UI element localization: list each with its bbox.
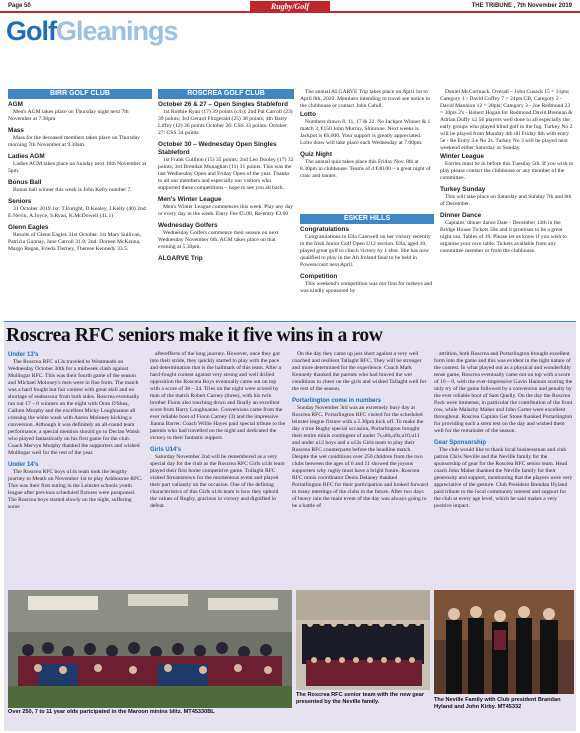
algarve-text: The annual ALGARVE Trip takes place on April 1st to April 8th, 2020. Members intending to travel see notice in the clubhouse or contact John Cahill. — [300, 89, 431, 109]
article-heading: Men's Winter League — [158, 196, 222, 203]
article-text: Men's Winter League commences this week. Play any day or every day in the week. Entry Fee €5.00, Re-entry €3.00 — [158, 204, 294, 217]
article-heading: Dinner Dance — [440, 212, 482, 219]
rugby-section-rule — [4, 321, 576, 322]
neville-family-photo-image — [434, 590, 574, 694]
senior-team-photo — [296, 590, 430, 690]
golf-column-3 — [300, 89, 434, 217]
neville-family-photo — [434, 590, 574, 694]
article-heading: October 26 & 27 – Open Singles Stableford — [158, 101, 288, 108]
article-text: attrition, both Roscrea and Portarlington brought excellent form into the game and this was evident in the tight nature of the contest. In what played out as a physical and wonderfully tense game, Roscrea eventually came out on top with a score of 10 – 0, with the ever-impressive Gavin Hannon scoring the only try of the game followed by a conversion and penalty by the ever reliable boot of Sam Quelly. On the day the Roscrea Pack were immense, in particular the contribution of the front row, while Malachy Maher and John Carter were excellent throughout. Roscrea Captain Ger Stone thanked Portarlington for providing such a stern test on the day and wished them well for the remainder of the season. — [434, 351, 573, 434]
article-text: The annual quiz takes place this Friday Nov. 8th at 8.30pm in clubhouse. Teams of 4 €40.00 – a great night of craic and banter. — [300, 159, 431, 179]
senior-team-caption: The Roscrea RFC senior team with the new gear presented by the Neville family. — [296, 692, 425, 705]
birr-column — [8, 101, 152, 317]
esker-hills-box: ESKER HILLS — [300, 214, 434, 224]
article-heading: ALGARVE Trip — [158, 255, 203, 262]
article-heading: Turkey Sunday — [440, 186, 486, 193]
article-text: The Roscrea RFC u13s traveled to Westmeath on Wednesday October 30th for a midweek clash against Mullingar RFC. This was their fourth game of the season and Michael Moloney's men were in fine form. The match was a hard fought but fair contest with great skill and no shortage of endeavour from both sides. Roscrea eventually ran out 17 – 0 winners on the night with Oran O'Shea, Callum Murphy and the excellent Micky Loughnanne all crossing the white wash with Aaron Moloney kicking a conversion. Although it was definitely an all-round team performance, a special mention should go to Declan Walsh who played fantastically on his first game for the club. Coach Mervyn Murphy thanked the supporters and wished Mullingar well for the rest of the year. — [8, 359, 140, 456]
golf-column-3-list — [300, 111, 434, 180]
article-text: Ladies AGM takes place on Sunday next 10th November at 5pm. — [8, 161, 147, 174]
article-heading: Seniors — [8, 198, 32, 205]
article-heading: Competition — [300, 273, 338, 280]
article-heading: Wednesday Golfers — [158, 222, 218, 229]
article-text: 31 October 2019 1st: T.Enright, D.Kealey, J.Kelly (40) 2nd: E.Nevin, A.Joyce, S.Ryan, K.McDowell (41.1) — [8, 206, 148, 219]
article-heading: Portarlington come in numbers — [292, 398, 382, 404]
article-heading: Congratulations — [300, 226, 349, 233]
rfc-column-2 — [150, 351, 286, 587]
article-text: 1st Frank Culliton (15) 35 points; 2nd Leo Dooley (17) 32 points; 3rd Brendan Monaghan (11) 31 points. This was the last Wednesday Open and Friday Open of the year. Thanks to all our members and especially our visitors who supported these competitions – hope to see you all back. — [158, 157, 294, 191]
rfc-column-3 — [292, 351, 428, 591]
birr-golf-club-box: BIRR GOLF CLUB — [8, 89, 152, 99]
article-text: Saturday November 2nd will be remembered as a very special day for the club as the Roscrea RFC Girls u14s team played their first home competitive game. Tullaght RFC visited Streamstown for the momentous event and played their part valiantly on the occasion. One of the defining characteristics of this Girls u14s team is how they uphold the values of Rugby, gracious in victory and dignified in defeat. — [150, 454, 285, 509]
article-heading: Mass — [8, 127, 24, 134]
masthead-gleanings: Gleanings — [56, 16, 178, 46]
article-heading: Bonus Ball — [8, 179, 42, 186]
article-text: This weekend's competition was our first for turkeys and was kindly sponsored by — [300, 281, 433, 294]
masthead-golf: Golf — [6, 16, 56, 46]
article-text: Sunday November 3rd was an extremely busy day at Roscrea RFC. Portarlington RFC visited for the scheduled leinster league fixture with a 2.30pm kick off. To make the day a true Rugby special occasion, Portarlington brought their entire minis contingent of under 7s,u8s,u9s,u10,u11 and under u12 boys and a u12s Girls team to play their Roscrea RFC counterparts before the headline match. Despite the wet conditions over 250 children from the two clubs between the ages of 6 and 11 showed the joyous supporters why rugby must have a bright future. Roscrea RFC minis coordinator Denis Delaney thanked Portarlington RFC for their participation and looked forward to many meetings of the clubs in the future. After two days of heavy rain the main event of the day was always going to be a battle of — [292, 405, 428, 509]
article-heading: Under 13's — [8, 352, 39, 358]
competition-results: Daniel McCormack. Overall – John Cusack 15 = 31pts; Category 1 - David Coffey 7 = 24pts CB; Category 2 - David Mannion 12 = 28pts; Category 3 - Joe Redmond 23 = 30pts 2's - Robert Hogan for Redmond David Brennan & Adrian Duffy x2 56 players well done to all especially the early groups who played blind golf in the fog. Turkey No 2 will be played from Monday 4th till Friday 8th with entry 5e - Re Entry 3.e No 2s. Turkey No 3 will be played next weekend either Saturday or Sunday. — [440, 89, 573, 151]
article-text: Captains' dinner dance Date - December 13th in the Bridge House Tickets 50e and it promises to be a great night out. Tables of 10. Please let us know if you wish to organise your own table. Tickets available from any committee member or from the clubhouse. — [440, 220, 567, 254]
article-heading: Glenn Eagles — [8, 224, 49, 231]
golf-column-5 — [440, 89, 574, 318]
minis-blitz-photo — [8, 590, 292, 708]
article-heading: Under 14's — [8, 462, 39, 468]
issue-date: THE TRIBUNE , 7th November 2019 — [471, 3, 572, 9]
article-heading: Quiz Night — [300, 151, 332, 158]
article-text: Congratulations to Ella Cantwell on her victory recently in the Irish Junior Golf Open U12 section. Ella, aged 10, played great golf to clinch victory by 1 shot. She has now qualified to play in the All Ireland final to be held in Powerscourt next April. — [300, 234, 431, 268]
masthead — [6, 15, 178, 47]
senior-team-photo-image — [296, 590, 430, 690]
article-text: Bonus ball winner this week is John Kelly number 7. — [13, 187, 132, 193]
article-text: Wednesday Golfers commence their season on next Wednesday November 6th. AGM takes place on that evening at 5.30pm. — [158, 230, 279, 250]
article-heading: Lotto — [300, 111, 316, 118]
roscrea-column — [158, 101, 294, 317]
article-heading: Winter League — [440, 153, 484, 160]
rfc-column-4 — [434, 351, 574, 591]
article-text: The Roscrea RFC boys u14s team took the lengthy journey to Meath on November 1st to play Ashbourne RFC. This was their first outing in the Leinster schools youth league after previous scheduled fixtures were postponed. The Roscrea boys started slowly on the night, suffering some — [8, 469, 143, 510]
roscrea-golf-club-box: ROSCREA GOLF CLUB — [158, 89, 294, 99]
article-heading: Girls U14's — [150, 447, 182, 453]
section-label: Rugby/Golf — [250, 1, 330, 12]
rugby-headline: Roscrea RFC seniors make it five wins in a row — [6, 325, 383, 346]
minis-blitz-photo-image — [8, 590, 292, 708]
article-text: Entries must be in before this Tuesday 5th. If you wish to play please contact the clubhouse or any member of the committee. — [440, 161, 574, 181]
rfc-column-1 — [8, 351, 144, 587]
article-heading: Ladies AGM — [8, 153, 45, 160]
article-text: Mass for the deceased members takes place on Thursday morning 7th November at 9.30am. — [8, 135, 140, 148]
article-text: Results of Glenn Eagles 31st October. 1st Mary Sullivan, Patricia Gunnay, Jane Carroll 31.8; 2nd. Doreen McKenna, Margo Regan, Frieda Tierney, Therese Kennedy 33.5. — [8, 232, 142, 252]
article-text: This will take place on Saturday and Sunday 7th and 8th of December. — [440, 194, 572, 207]
article-heading: Gear Sponsorship — [434, 440, 487, 446]
esker-column — [300, 226, 434, 318]
article-text: On the day they came up just short against a very well coached and resilient Tallaght RFC. They will be stronger and more determined for the experience. Coach Mark Kennedy thanked the parents who had braved the wet conditions to cheer on the girls and wished Tallaght well for the rest of the season. — [292, 351, 427, 392]
minis-blitz-caption: Over 250, 7 to 11 year olds partcipated in the Maroon minins blitz. MT45330BL — [8, 709, 215, 715]
golf-column-5-list — [440, 153, 574, 255]
article-heading: October 30 – Wednesday Open Singles Stableford — [158, 141, 277, 156]
article-text: Men's AGM takes place on Thursday night next 7th November at 7.30pm — [8, 109, 129, 122]
neville-family-caption: The Neville Family with Club president Brandan Hyland and John Kirby. MT45332 — [434, 697, 561, 710]
page-number: Page 50 — [8, 3, 31, 9]
article-heading: AGM — [8, 101, 23, 108]
article-text: 1st Robbie Ryan (17) 39 points (c/b); 2nd Pat Carroll (23) 39 points; 3rd Gerard Fitzgerald (25) 38 points; 4th Barry Liffey (12) 36 points October 26: CSS 33 points. October 27: CSS 34 points — [158, 109, 293, 136]
article-text: The club would like to thank local businessman and club patron Chris Neville and the Neville family for the sponsorship of gear for the Roscrea RFC senior team. Head coach John Maher thanked the Neville family for their generosity and support, mentioning that the players were very appreciative of the gesture. Club President Brendan Hyland paid tribute to the local community interest and support for the club at every age level, which he said makes a very positive impact. — [434, 447, 573, 509]
article-text: Numbers drawn 8, 11, 17 & 22. No Jackpot Winner & 1 match 3, €150 John Murray, Shinrone. Next weeks is Jackpot is €6,000. Your support is greatly appreciated. Lotto draw will take place each Wednesday at 7.00pm. — [300, 119, 431, 146]
article-text: aftereffects of the long journey. However, once they got into their stride, they quickly started to play with the pace and determination that is the hallmark of this team. After a hard-fought contest against very strong and well drilled opposition the Roscrea Boys eventually came out on top with a score of 38 – 24. Tries on the night were scored by man of the match Robert Carney (three), with his twin brother Fionn also touching down and finally an excellent score from Harry Loughnanne. Conversions came from the ever reliable boot of Fionn Carney (3) and the impressive Jianna Barret. Coach Willie Hayes paid special tribute to the parents who had travelled on the night and dedicated the victory to their fantastic support. — [150, 351, 286, 441]
